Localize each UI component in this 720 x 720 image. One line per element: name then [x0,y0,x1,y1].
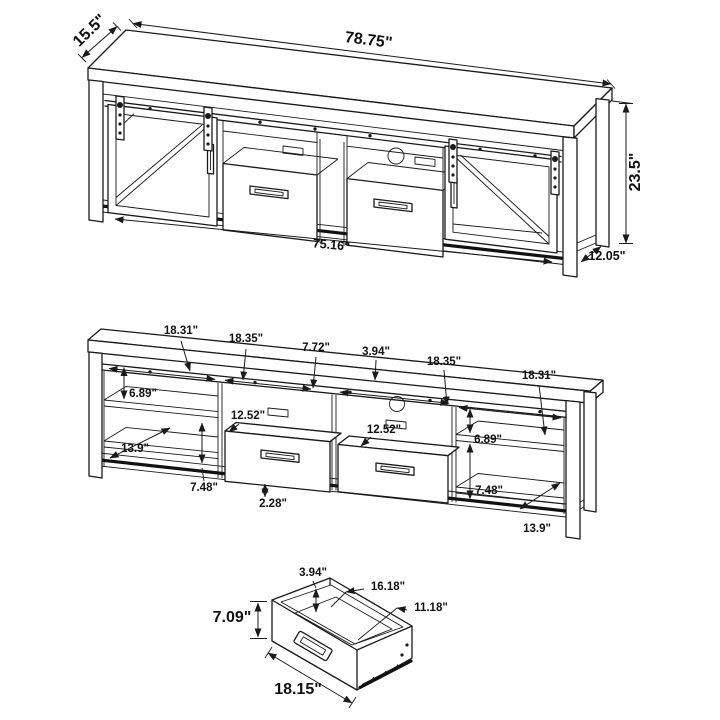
dim-drawer-left-width: 12.52" [230,410,266,422]
front-left-leg [89,352,102,478]
view-drawer-detail [213,567,448,708]
divider-2 [332,395,336,491]
dim-drawer-outer-width: 18.15" [274,681,322,698]
dim-cord-cutout: 3.94" [362,346,390,358]
drawer-slide-rail [362,660,410,685]
drawer-front-left [223,164,317,242]
dim-drawer-inner-height: 3.94" [299,567,327,579]
divider-3 [452,407,456,503]
drawer-front-right [347,179,443,257]
drawer-front-left [225,431,330,492]
front-right-leg [563,137,577,277]
dim-inner-width: 75.16" [312,236,351,254]
vent-slot [268,408,288,417]
right-bay-shelves [456,421,564,504]
dim-left-shelf-depth: 13.9" [121,443,149,455]
dim-left-lower-height: 7.48" [190,482,218,494]
dim-shelf-left-width: 18.35" [228,333,264,345]
divider-1 [218,383,222,479]
dim-base-height: 2.28" [259,498,287,510]
back-right-leg [584,392,596,512]
dim-center-gap: 7.72" [302,342,330,354]
dim-depth: 15.5" [70,11,110,51]
dim-width: 78.75" [343,29,394,52]
dim-shelf-right-width: 18.35" [426,356,462,368]
dim-right-upper-height: 6.89" [474,434,502,446]
front-right-leg [566,401,580,539]
front-left-leg [89,80,103,222]
dim-right-lower-height: 7.48" [475,485,503,497]
dim-right-shelf-depth: 13.9" [523,523,551,535]
dim-drawer-right-width: 12.52" [366,424,402,436]
dim-base-depth: 12.05" [588,249,626,263]
dim-height: 23.5" [627,152,644,192]
dim-line-bay-2 [225,380,311,389]
view-interior-dimensions [88,325,603,539]
vent-slot [415,157,435,166]
dim-drawer-outer-height: 7.09" [212,609,252,626]
back-right-leg [596,99,609,247]
dim-bay-right-width: 18.31" [521,370,557,382]
cable-hole [388,148,404,164]
dim-left-upper-height: 6.89" [129,388,157,400]
dim-drawer-inner-depth: 11.18" [414,602,448,614]
view-overall-perspective [70,11,644,277]
dim-drawer-inner-width: 16.18" [370,581,406,593]
dim-bay-left-width: 18.31" [163,325,199,337]
